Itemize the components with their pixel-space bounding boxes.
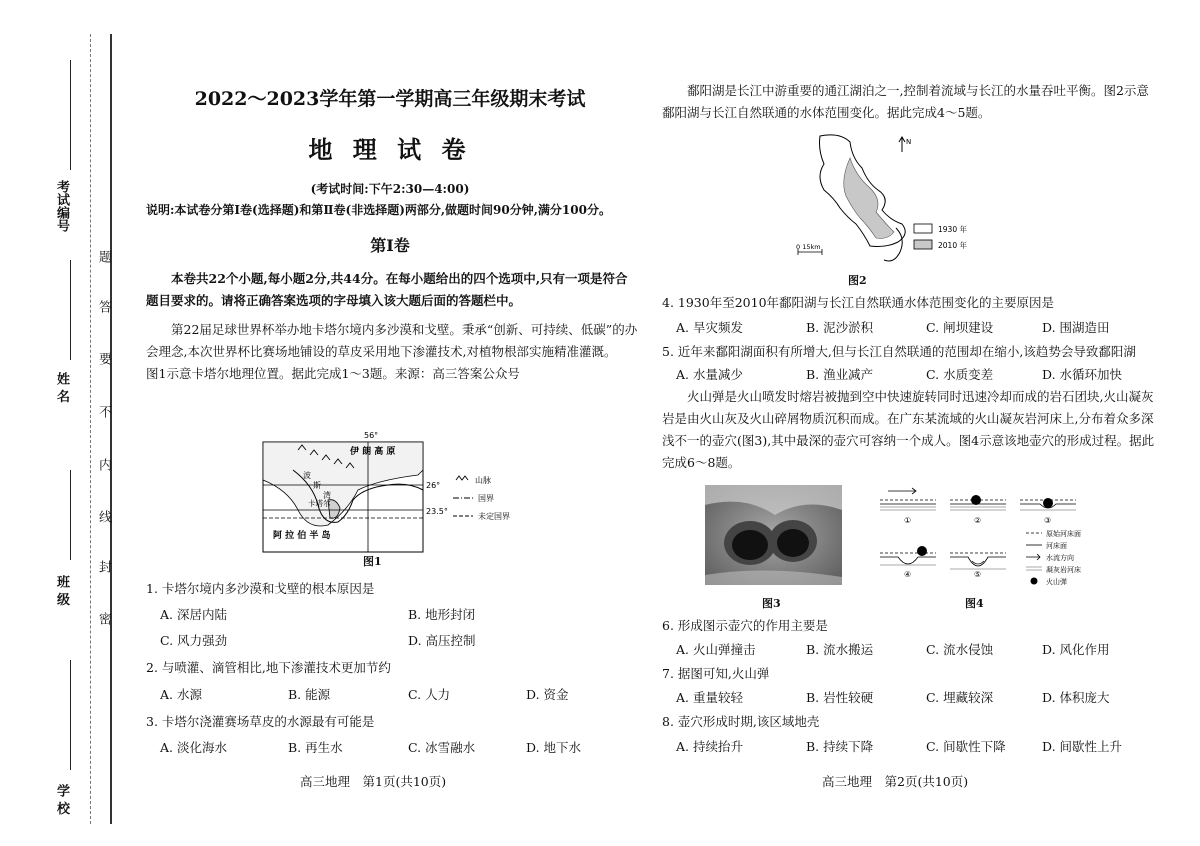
figure-3-photo bbox=[705, 485, 842, 585]
figure-3-caption: 图3 bbox=[762, 597, 781, 610]
field-label-name: 姓 名 bbox=[54, 372, 69, 403]
figure-1-map bbox=[258, 430, 528, 565]
scale-bar-label: 0 15km bbox=[796, 243, 821, 251]
binding-border-inner bbox=[110, 34, 112, 824]
label-persian-gulf-3: 湾 bbox=[323, 491, 331, 500]
question-2-option-a: A. 水源 bbox=[160, 687, 202, 702]
step-1-label: ① bbox=[904, 516, 912, 525]
latitude-label-23: 23.5° bbox=[426, 507, 448, 516]
binding-border-outer bbox=[90, 34, 92, 824]
instruction-line: 本卷共22个小题,每小题2分,共44分。在每小题给出的四个选项中,只有一项是符合 bbox=[171, 271, 628, 286]
question-7-option-b: B. 岩性较硬 bbox=[806, 690, 874, 705]
question-3-stem: 3. 卡塔尔浇灌赛场草皮的水源最有可能是 bbox=[146, 714, 375, 729]
instructions bbox=[146, 268, 644, 312]
question-4-option-a: A. 旱灾频发 bbox=[676, 320, 743, 335]
latitude-label-26: 26° bbox=[426, 481, 441, 490]
question-5-option-b: B. 渔业减产 bbox=[806, 367, 874, 382]
north-arrow-label: N bbox=[906, 138, 912, 146]
passage-line: 第22届足球世界杯举办地卡塔尔境内多沙漠和戈壁。秉承“创新、可持续、低碳”的办 bbox=[171, 322, 638, 337]
label-persian-gulf-1: 波 bbox=[303, 471, 311, 480]
question-2-stem: 2. 与喷灌、滴管相比,地下渗灌技术更加节约 bbox=[146, 660, 391, 675]
passage-line: 浅不一的壶穴(图3),其中最深的壶穴可容纳一个成人。图4示意该地壶穴的形成过程。据此 bbox=[662, 433, 1155, 448]
figure-1-caption: 图1 bbox=[363, 555, 382, 568]
exam-notes: 说明:本试卷分第Ⅰ卷(选择题)和第Ⅱ卷(非选择题)两部分,做题时间90分钟,满分100分。 bbox=[146, 203, 611, 217]
question-4-option-c: C. 闸坝建设 bbox=[926, 320, 994, 335]
question-6-option-c: C. 流水侵蚀 bbox=[926, 642, 994, 657]
question-5-option-d: D. 水循环加快 bbox=[1042, 367, 1123, 382]
legend-2010: 2010 年 bbox=[938, 241, 967, 250]
seal-char: 封 bbox=[96, 560, 111, 575]
question-6-option-d: D. 风化作用 bbox=[1042, 642, 1110, 657]
step-4-label: ④ bbox=[904, 570, 912, 579]
exam-time: (考试时间:下午2:30—4:00) bbox=[310, 182, 470, 196]
seal-char: 不 bbox=[96, 405, 111, 420]
legend-undetermined-border: 未定国界 bbox=[478, 512, 510, 521]
question-2-option-d: D. 资金 bbox=[526, 687, 569, 702]
question-6-stem: 6. 形成图示壶穴的作用主要是 bbox=[662, 618, 828, 633]
passage-line: 鄱阳湖是长江中游重要的通江湖泊之一,控制着流域与长江的水量吞吐平衡。图2示意 bbox=[687, 83, 1149, 98]
field-line-class bbox=[70, 470, 71, 560]
passage-line: 会理念,本次世界杯比赛场地铺设的草皮采用地下渗灌技术,对植物根部实施精准灌溉。 bbox=[146, 344, 617, 359]
question-8-option-b: B. 持续下降 bbox=[806, 739, 874, 754]
question-7-option-c: C. 埋藏较深 bbox=[926, 690, 994, 705]
field-line-school bbox=[70, 660, 71, 770]
question-6-option-a: A. 火山弹撞击 bbox=[676, 642, 756, 657]
question-7-option-d: D. 体积庞大 bbox=[1042, 690, 1110, 705]
label-arabian-peninsula: 阿 拉 伯 半 岛 bbox=[273, 531, 331, 541]
seal-char: 线 bbox=[96, 510, 111, 525]
question-3-option-d: D. 地下水 bbox=[526, 740, 582, 755]
legend-mountain: 山脉 bbox=[475, 476, 491, 485]
question-1-option-a: A. 深居内陆 bbox=[160, 607, 227, 622]
question-6-option-b: B. 流水搬运 bbox=[806, 642, 874, 657]
step-2-label: ② bbox=[974, 516, 982, 525]
question-5-option-c: C. 水质变差 bbox=[926, 367, 994, 382]
question-2-option-b: B. 能源 bbox=[288, 687, 331, 702]
instruction-line: 题目要求的。请将正确答案选项的字母填入该大题后面的答题栏中。 bbox=[146, 293, 522, 308]
seal-char: 要 bbox=[96, 352, 111, 367]
label-persian-gulf-2: 斯 bbox=[313, 481, 321, 490]
section-title: 第Ⅰ卷 bbox=[370, 236, 410, 255]
question-4-stem: 4. 1930年至2010年鄱阳湖与长江自然联通水体范围变化的主要原因是 bbox=[662, 295, 1055, 310]
subject-title: 地 理 试 卷 bbox=[308, 135, 472, 164]
question-5-option-a: A. 水量减少 bbox=[676, 367, 743, 382]
seal-char: 内 bbox=[96, 458, 111, 473]
question-2-option-c: C. 人力 bbox=[408, 687, 451, 702]
figure-2-caption: 图2 bbox=[848, 274, 867, 287]
passage-volcanic bbox=[662, 386, 1172, 474]
question-3-option-c: C. 冰雪融水 bbox=[408, 740, 476, 755]
question-8-option-d: D. 间歇性上升 bbox=[1042, 739, 1123, 754]
question-4-option-d: D. 围湖造田 bbox=[1042, 320, 1110, 335]
passage-line: 图1示意卡塔尔地理位置。据此完成1～3题。来源：高三答案公众号 bbox=[146, 366, 520, 381]
figure-4-caption: 图4 bbox=[965, 597, 984, 610]
legend-riverbed: 河床面 bbox=[1046, 542, 1067, 550]
field-line-name bbox=[70, 260, 71, 360]
legend-original-riverbed: 原始河床面 bbox=[1046, 530, 1081, 538]
legend-tuff-riverbed: 凝灰岩河床 bbox=[1046, 566, 1081, 574]
legend-1930: 1930 年 bbox=[938, 225, 967, 234]
field-label-school: 学 校 bbox=[54, 784, 69, 815]
question-1-option-d: D. 高压控制 bbox=[408, 633, 476, 648]
question-1-stem: 1. 卡塔尔境内多沙漠和戈壁的根本原因是 bbox=[146, 581, 375, 596]
longitude-label: 56° bbox=[364, 431, 379, 440]
question-8-option-c: C. 间歇性下降 bbox=[926, 739, 1006, 754]
legend-flow-direction: 水流方向 bbox=[1046, 554, 1074, 562]
passage-qatar bbox=[146, 319, 644, 385]
legend-volcanic-bomb: 火山弹 bbox=[1046, 578, 1067, 586]
field-label-exam-id: 考试编号 bbox=[54, 180, 69, 232]
passage-line: 岩是由火山灰及火山碎屑物质沉积而成。在广东某流域的火山凝灰岩河床上,分布着众多深 bbox=[662, 411, 1154, 426]
step-3-label: ③ bbox=[1044, 516, 1052, 525]
passage-poyang bbox=[662, 80, 1172, 124]
question-3-option-a: A. 淡化海水 bbox=[160, 740, 227, 755]
page-footer-left: 高三地理 第1页(共10页) bbox=[300, 774, 447, 789]
exam-title: 2022～2023学年第一学期高三年级期末考试 bbox=[194, 88, 586, 110]
question-7-option-a: A. 重量较轻 bbox=[676, 690, 743, 705]
field-line-exam-id bbox=[70, 60, 71, 170]
question-8-stem: 8. 壶穴形成时期,该区域地壳 bbox=[662, 714, 820, 729]
label-iran-plateau: 伊 朗 高 原 bbox=[350, 447, 396, 457]
question-8-option-a: A. 持续抬升 bbox=[676, 739, 743, 754]
seal-char: 答 bbox=[96, 300, 111, 315]
passage-line: 火山弹是火山喷发时熔岩被抛到空中快速旋转同时迅速冷却而成的岩石团块,火山凝灰 bbox=[687, 389, 1154, 404]
question-1-option-c: C. 风力强劲 bbox=[160, 633, 228, 648]
seal-char: 密 bbox=[96, 612, 111, 627]
figure-4-diagram bbox=[876, 485, 1176, 595]
passage-line: 完成6～8题。 bbox=[662, 455, 741, 470]
legend-border: 国界 bbox=[478, 494, 494, 503]
step-5-label: ⑤ bbox=[974, 570, 982, 579]
question-3-option-b: B. 再生水 bbox=[288, 740, 343, 755]
question-1-option-b: B. 地形封闭 bbox=[408, 607, 476, 622]
field-label-class: 班 级 bbox=[54, 575, 69, 606]
question-4-option-b: B. 泥沙淤积 bbox=[806, 320, 874, 335]
page-footer-right: 高三地理 第2页(共10页) bbox=[822, 774, 969, 789]
label-qatar: 卡塔尔 bbox=[308, 499, 331, 508]
question-7-stem: 7. 据图可知,火山弹 bbox=[662, 666, 770, 681]
passage-line: 鄱阳湖与长江自然联通的水体范围变化。据此完成4～5题。 bbox=[662, 105, 991, 120]
question-5-stem: 5. 近年来鄱阳湖面积有所增大,但与长江自然联通的范围却在缩小,该趋势会导致鄱阳湖 bbox=[662, 344, 1136, 359]
seal-char: 题 bbox=[96, 250, 111, 265]
figure-2-map bbox=[790, 128, 980, 273]
